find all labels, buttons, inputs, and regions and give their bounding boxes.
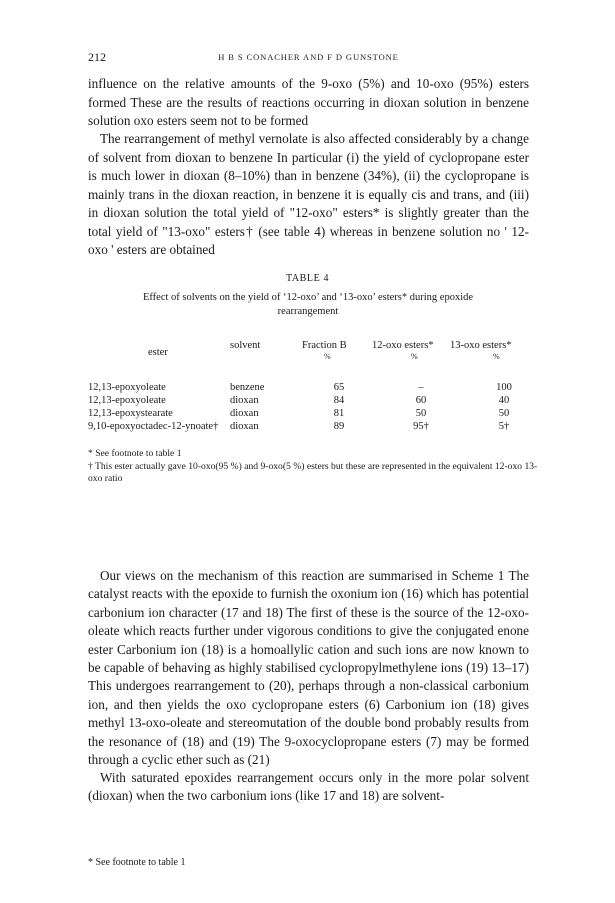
page-number: 212 [88, 50, 106, 64]
cell-12-oxo: 60 [415, 395, 427, 406]
table-row [88, 394, 538, 407]
table-footnote: * See footnote to table 1 [88, 448, 182, 459]
table-caption: Effect of solvents on the yield of ‘12-oxo’ and ‘13-oxo’ esters* during epoxide rearrangement [142, 292, 474, 317]
cell-fraction-b: 89 [333, 421, 345, 432]
running-title: H B S CONACHER AND F D GUNSTONE [218, 52, 399, 62]
cell-ester: 12,13-epoxyoleate [88, 382, 166, 393]
cell-12-oxo: 50 [415, 408, 427, 419]
paragraph-rearrangement-text: The rearrangement of methyl vernolate is also affected considerably by a change of solvent from dioxan to benzene In particular (i) the yield of cyclopropane ester is much lower in dioxan (8–10%) than in benzene (34%), (ii) the cyclopropane is mainly trans in the dioxan reaction, in benzene it is equally cis and trans, and (iii) in dioxan solution the total yield of "12-oxo" esters* is slightly greater than the total yield of "13-oxo" esters† (see table 4) whereas in benzene solution no ' 12-oxo ' esters are obtained [88, 131, 529, 257]
paragraph-rearrangement [88, 130, 529, 260]
paragraph-saturated-epoxides [88, 769, 529, 806]
cell-fraction-b: 81 [333, 408, 345, 419]
cell-13-oxo: 5† [498, 421, 510, 432]
table-footnote: † This ester actually gave 10-oxo(95 %) and 9-oxo(5 %) esters but these are represented in the equivalent 12-oxo 13-oxo ratio [88, 461, 538, 484]
cell-solvent: benzene [230, 382, 265, 393]
paragraph-mechanism [88, 567, 529, 769]
cell-ester: 12,13-epoxyoleate [88, 395, 166, 406]
unit-12-oxo: % [411, 352, 418, 361]
cell-13-oxo: 100 [496, 382, 512, 393]
cell-13-oxo: 50 [498, 408, 510, 419]
cell-12-oxo: 95† [413, 421, 429, 432]
running-header [88, 50, 529, 64]
table-label: TABLE 4 [285, 273, 330, 284]
column-header-12-oxo: 12-oxo esters* [372, 340, 434, 351]
table-row [88, 420, 538, 433]
cell-fraction-b: 84 [333, 395, 345, 406]
cell-ester: 12,13-epoxystearate [88, 408, 173, 419]
cell-fraction-b: 65 [333, 382, 345, 393]
cell-13-oxo: 40 [498, 395, 510, 406]
cell-ester: 9,10-epoxyoctadec-12-ynoate† [88, 421, 219, 432]
cell-12-oxo: – [418, 382, 424, 393]
cell-solvent: dioxan [230, 421, 259, 432]
table-row [88, 381, 538, 394]
column-header-fraction-b: Fraction B [302, 340, 347, 351]
table-row [88, 407, 538, 420]
cell-solvent: dioxan [230, 395, 259, 406]
paragraph-continued: influence on the relative amounts of the 9-oxo (5%) and 10-oxo (95%) esters formed These are the results of reactions occurring in dioxan solution in benzene solution oxo esters seem not to be formed [88, 76, 529, 128]
column-header-13-oxo: 13-oxo esters* [450, 340, 512, 351]
unit-13-oxo: % [493, 352, 500, 361]
page-footnote: * See footnote to table 1 [88, 857, 186, 868]
unit-fraction-b: % [324, 352, 331, 361]
paragraph-saturated-epoxides-text: With saturated epoxides rearrangement occurs only in the more polar solvent (dioxan) when the two carbonium ions (like 17 and 18) are solvent- [88, 770, 529, 804]
column-header-solvent: solvent [230, 340, 261, 351]
column-header-ester: ester [148, 347, 168, 358]
cell-solvent: dioxan [230, 408, 259, 419]
paragraph-mechanism-text: Our views on the mechanism of this reaction are summarised in Scheme 1 The catalyst reacts with the epoxide to furnish the oxonium ion (16) which has potential carbonium ion character (17 and 18) The first of these is the source of the 12-oxo-oleate which reacts further under vigorous conditions to give the conjugated enone ester Carbonium ion (18) is a homoallylic cation and such ions are now known to be capable of behaving as highly stabilised cyclopropylmethylene ions (19) 13–17) This undergoes rearrangement to (20), perhaps through a non-classical carbonium ion, and then yields the oxo cyclopropane esters (6) Carbonium ion (18) gives methyl 13-oxo-oleate and stereomutation of the double bond probably results from the resonance of (18) and (19) The 9-oxocyclopropane esters (7) may be formed through a cyclic ether such as (21) [88, 568, 529, 768]
